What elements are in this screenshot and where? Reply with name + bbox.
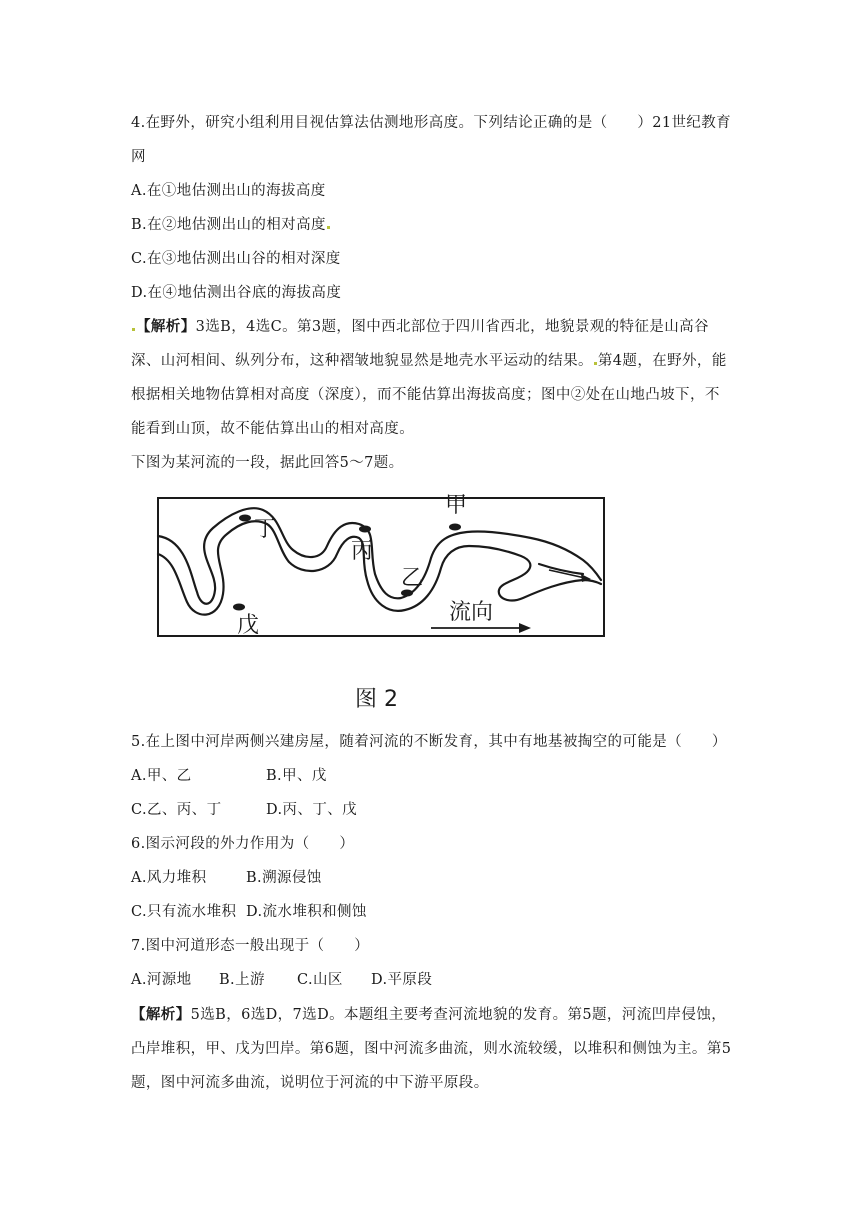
river-diagram xyxy=(131,488,623,716)
q7-stem: 7.图中河道形态一般出现于（ ） xyxy=(131,938,370,954)
label-jia: 甲 xyxy=(445,493,468,518)
q7-option-a: A.河源地 xyxy=(131,972,192,988)
point-ding xyxy=(239,515,251,522)
analysis-text-a: 3选B，4选C。第3题，图中西北部位于四川省西北，地貌景观的特征是山高谷深、山河相间、纵列分布，这种褶皱地貌显然是地壳水平运动的结果。 xyxy=(131,319,709,369)
q4-stem-line1: 4.在野外，研究小组利用目视估算法估测地形高度。下列结论正确的是（ ）21世纪教育 xyxy=(131,115,732,131)
q5-option-a: A.甲、乙 xyxy=(131,768,192,784)
analysis-paragraph-1 xyxy=(131,310,733,446)
q5-option-b: B.甲、戊 xyxy=(266,768,327,784)
q7-option-b: B.上游 xyxy=(219,972,265,988)
q5-option-c: C.乙、丙、丁 xyxy=(131,802,222,818)
q6-option-d: D.流水堆积和侧蚀 xyxy=(246,904,367,920)
speck-mark xyxy=(132,328,135,331)
q6-stem: 6.图示河段的外力作用为（ ） xyxy=(131,836,355,852)
river-figure xyxy=(131,488,623,716)
label-yi: 乙 xyxy=(401,566,424,591)
q4-option-a: A.在①地估测出山的海拔高度 xyxy=(131,183,326,199)
point-bing xyxy=(359,526,371,533)
label-wu: 戊 xyxy=(237,613,260,638)
point-jia xyxy=(449,524,461,531)
river-banks xyxy=(158,508,601,614)
q7-option-d: D.平原段 xyxy=(371,972,433,988)
q4-option-c: C.在③地估测出山谷的相对深度 xyxy=(131,251,341,267)
q5-option-d: D.丙、丁、戊 xyxy=(266,802,358,818)
speck-mark xyxy=(327,226,330,229)
analysis-label: 【解析】 xyxy=(136,318,196,335)
label-ding: 丁 xyxy=(254,517,277,542)
q4-option-b xyxy=(131,215,731,235)
q5-stem: 5.在上图中河岸两侧兴建房屋，随着河流的不断发育，其中有地基被掏空的可能是（ ） xyxy=(131,734,727,750)
q4-option-b-text: B.在②地估测出山的相对高度 xyxy=(131,217,326,233)
q6-option-a: A.风力堆积 xyxy=(131,870,207,886)
flow-label: 流向 xyxy=(449,600,494,625)
analysis2-label: 【解析】 xyxy=(131,1006,191,1023)
q6-option-b: B.溯源侵蚀 xyxy=(246,870,322,886)
label-bing: 丙 xyxy=(351,539,374,564)
figure-intro: 下图为某河流的一段，据此回答5～7题。 xyxy=(131,455,404,471)
q7-option-c: C.山区 xyxy=(297,972,343,988)
point-wu xyxy=(233,604,245,611)
analysis-text-b: 第4题，在野外，能根据相关地物估算相对高度（深度），而不能估算出海拔高度；图中②处在山地凸坡下，不能看到山顶，故不能估算出山的相对高度。 xyxy=(131,353,727,437)
q4-stem-line2: 网 xyxy=(131,149,146,165)
q6-option-c: C.只有流水堆积 xyxy=(131,904,237,920)
analysis2-text: 5选B，6选D，7选D。本题组主要考查河流地貌的发育。第5题，河流凹岸侵蚀，凸岸堆积，甲、戊为凹岸。第6题，图中河流多曲流，则水流较缓，以堆积和侧蚀为主。第5题，图中河流多曲流，说明位于河流的中下游平原段。 xyxy=(131,1007,732,1091)
q4-option-d: D.在④地估测出谷底的海拔高度 xyxy=(131,285,342,301)
figure-caption: 图 2 xyxy=(355,687,398,712)
speck-mark xyxy=(594,362,597,365)
analysis-paragraph-2 xyxy=(131,998,733,1100)
